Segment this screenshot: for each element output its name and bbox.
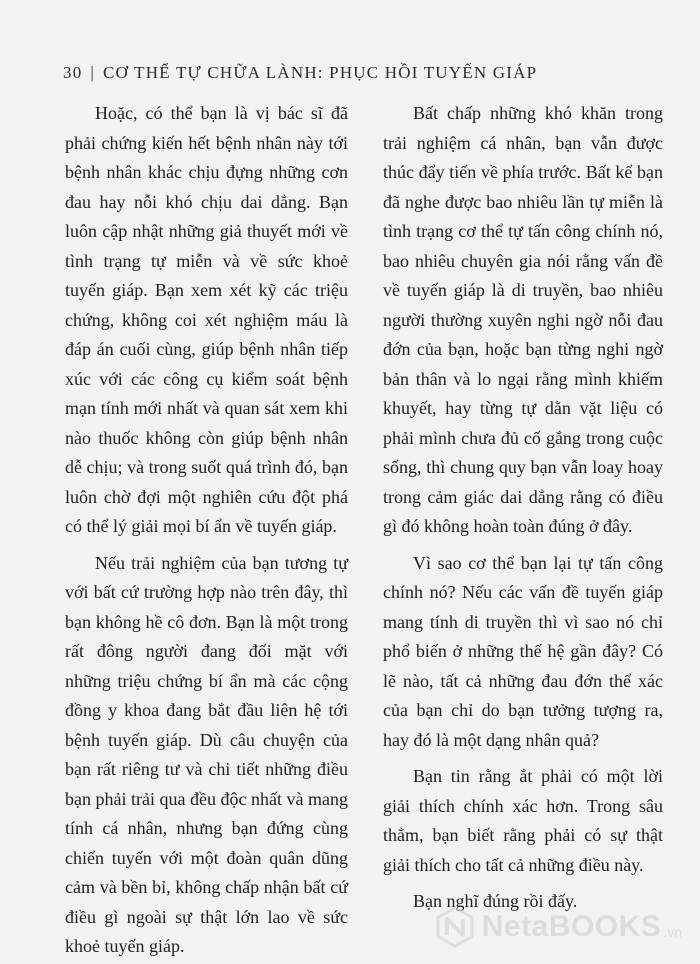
- running-title: CƠ THỂ TỰ CHỮA LÀNH: PHỤC HỒI TUYẾN GIÁP: [103, 63, 538, 82]
- watermark-brand: NetaBOOKS: [481, 910, 662, 943]
- paragraph: Bất chấp những khó khăn trong trải nghiệm cá nhân, bạn vẫn được thúc đẩy tiến về phía trước. Bất kể bạn đã nghe được bao nhiêu lần tự miễn là tình trạng cơ thể tự tấn công chính nó, bao nhiêu chuyên gia nói rằng vấn đề về tuyến giáp là di truyền, bao nhiêu người thường xuyên nghi ngờ nỗi đau đớn của bạn, hoặc bạn từng nghi ngờ bản thân và lo ngại rằng mình khiếm khuyết, hay từng tự dằn vặt liệu có phải mình chưa đủ cố gắng trong cuộc sống, thì chung quy bạn vẫn loay hoay trong cảm giác dai dẳng rằng có điều gì đó không hoàn toàn đúng ở đây.: [383, 103, 663, 536]
- paragraph: Bạn tin rằng ắt phải có một lời giải thích chính xác hơn. Trong sâu thẳm, bạn biết rằng phải có sự thật giải thích cho tất cả những điều này.: [383, 766, 663, 875]
- paragraph: Bạn nghĩ đúng rồi đấy.: [413, 891, 578, 911]
- paragraph: Vì sao cơ thể bạn lại tự tấn công chính nó? Nếu các vấn đề tuyến giáp mang tính di truyền thì vì sao nó chỉ phổ biến ở những thế hệ gần đây? Có lẽ nào, tất cả những đau đớn thể xác của bạn chỉ do bạn tưởng tượng ra, hay đó là một dạng nhân quả?: [383, 552, 663, 750]
- watermark-suffix: .vn: [663, 924, 682, 940]
- header-separator: |: [90, 63, 96, 82]
- page-number: 30: [63, 63, 83, 82]
- netabooks-logo-icon: [434, 906, 476, 948]
- left-column: [65, 99, 348, 962]
- netabooks-watermark: [434, 906, 682, 948]
- right-column: [383, 99, 663, 917]
- page-header: [63, 63, 537, 83]
- paragraph: Hoặc, có thể bạn là vị bác sĩ đã phải chứng kiến hết bệnh nhân này tới bệnh nhân khác chịu đựng những cơn đau hay nỗi khó chịu dai dẳng. Bạn luôn cập nhật những giả thuyết mới về tình trạng tự miễn và về sức khoẻ tuyến giáp. Bạn xem xét kỹ các triệu chứng, không coi xét nghiệm máu là đáp án cuối cùng, giúp bệnh nhân tiếp xúc với các công cụ kiểm soát bệnh mạn tính mới nhất và quan sát xem khi nào thuốc không còn giúp bệnh nhân dễ chịu; và trong suốt quá trình đó, bạn luôn chờ đợi một nghiên cứu đột phá có thể lý giải mọi bí ẩn về tuyến giáp.: [65, 103, 348, 536]
- paragraph: Nếu trải nghiệm của bạn tương tự với bất cứ trường hợp nào trên đây, thì bạn không hề cô đơn. Bạn là một trong rất đông người đang đối mặt với những triệu chứng bí ẩn mà các cộng đồng y khoa đang bắt đầu liên hệ tới bệnh tuyến giáp. Dù câu chuyện của bạn rất riêng tư và chi tiết những điều bạn phải trải qua đều độc nhất và mang tính cá nhân, nhưng bạn đứng cùng chiến tuyến với một đoàn quân dũng cảm và bền bỉ, không chấp nhận bất cứ điều gì ngoài sự thật lớn lao về sức khoẻ tuyến giáp.: [65, 552, 348, 956]
